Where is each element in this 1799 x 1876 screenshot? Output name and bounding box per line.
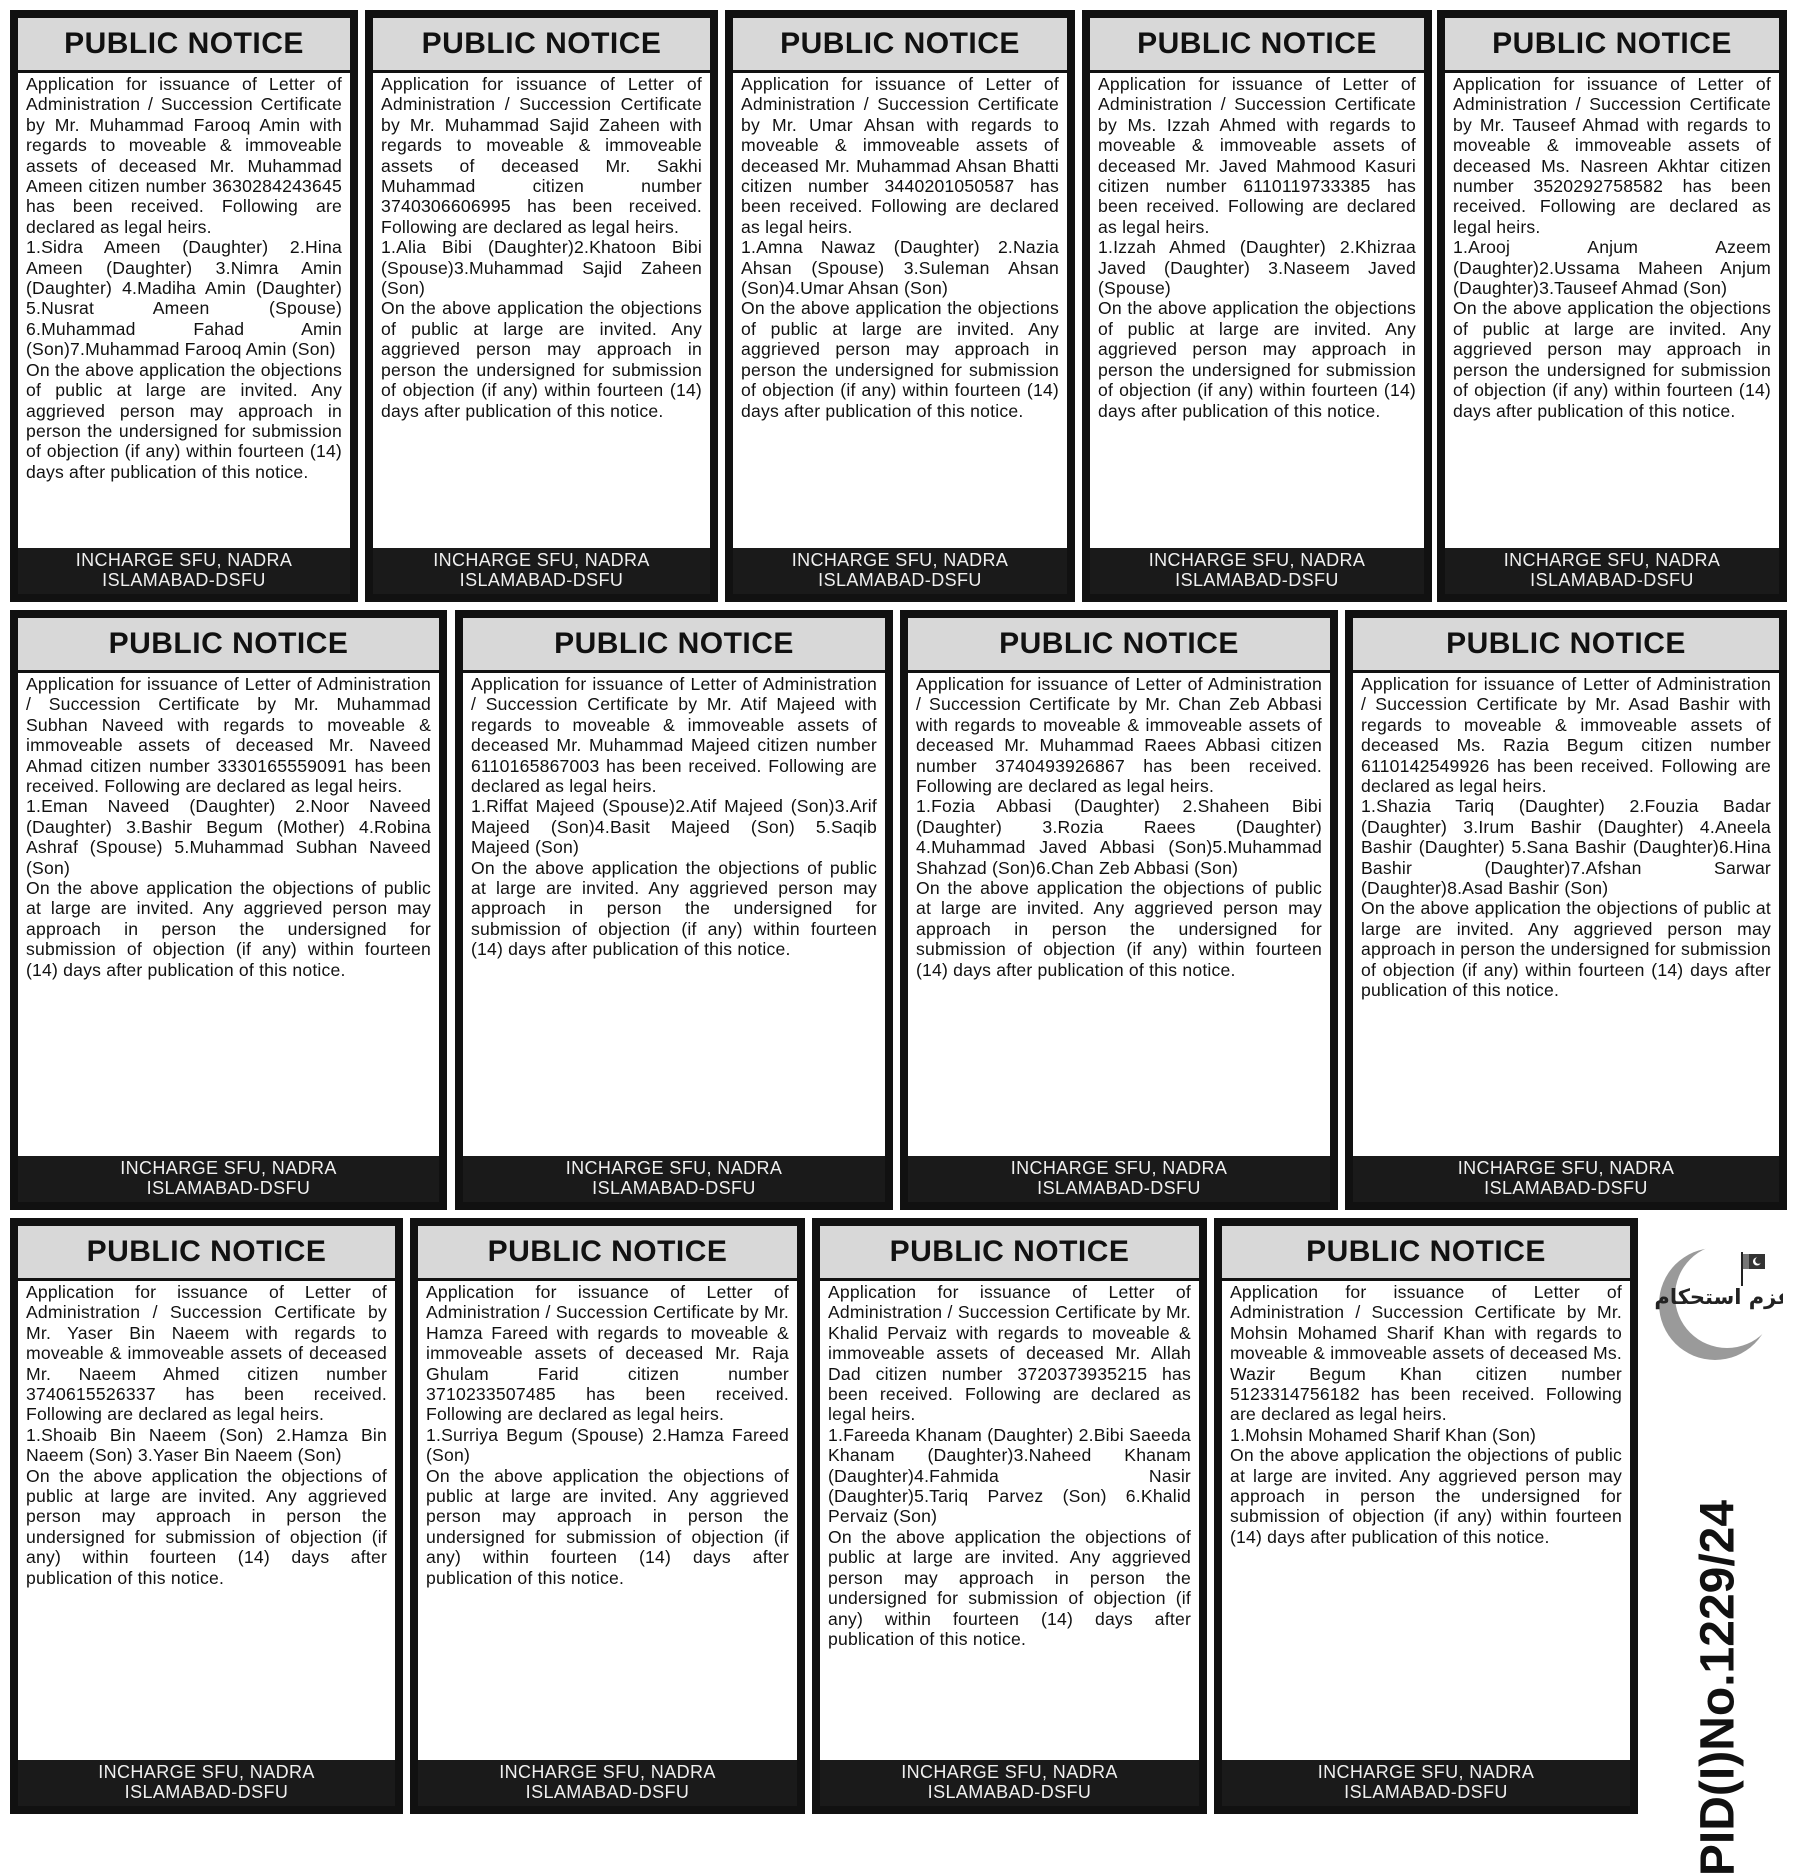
notice-heirs: 1.Surriya Begum (Spouse) 2.Hamza Fareed (Son) [426, 1424, 789, 1466]
notice-body [1230, 1282, 1622, 1758]
footer-location: ISLAMABAD-DSFU [525, 1782, 690, 1802]
footer-office: INCHARGE SFU, NADRA [1503, 550, 1721, 571]
footer-office: INCHARGE SFU, NADRA [499, 1762, 716, 1783]
notice-title: PUBLIC NOTICE [1306, 1235, 1546, 1268]
public-notice [812, 1218, 1207, 1814]
footer-location: ISLAMABAD-DSFU [124, 1782, 289, 1802]
notice-title-bar [1090, 18, 1424, 73]
notice-objection-text: On the above application the objections of public at large are invited. Any aggrieved person may approach in person the undersigned for submission of objection (if any) within fourteen (14) days after publication of this notice. [26, 878, 431, 980]
footer-location: ISLAMABAD-DSFU [1484, 1178, 1648, 1198]
notice-body [26, 74, 342, 546]
notice-title: PUBLIC NOTICE [421, 27, 662, 60]
notice-footer [1445, 548, 1779, 594]
public-notice [1437, 10, 1787, 602]
notice-body [426, 1282, 789, 1758]
side-column [1645, 1218, 1791, 1876]
notice-heirs: 1.Alia Bibi (Daughter)2.Khatoon Bibi (Spouse)3.Muhammad Sajid Zaheen (Son) [381, 237, 702, 299]
footer-location: ISLAMABAD-DSFU [1344, 1782, 1508, 1802]
public-notice [1214, 1218, 1638, 1814]
notice-title-bar [373, 18, 710, 73]
notice-application-text: Application for issuance of Letter of Administration / Succession Certificate by Mr. Muhammad Farooq Amin with regards to moveable & immoveable assets of deceased Mr. Muhammad Ameen citizen number 3630284243645 has been received. Following are declared as legal heirs. [26, 74, 342, 237]
notice-title-bar [908, 618, 1330, 673]
public-notice [900, 610, 1338, 1210]
public-notice [1082, 10, 1432, 602]
notice-objection-text: On the above application the objections of public at large are invited. Any aggrieved person may approach in person the undersigned for submission of objection (if any) within fourteen (14) days after publication of this notice. [1098, 298, 1416, 421]
notice-title-bar [463, 618, 885, 673]
notice-objection-text: On the above application the objections of public at large are invited. Any aggrieved person may approach in person the undersigned for submission of objection (if any) within fourteen (14) days after publication of this notice. [381, 298, 702, 421]
notice-objection-text: On the above application the objections of public at large are invited. Any aggrieved person may approach in person the undersigned for submission of objection (if any) within fourteen (14) days after publication of this notice. [26, 1465, 387, 1588]
notice-application-text: Application for issuance of Letter of Administration / Succession Certificate by Mr. Atif Majeed with regards to moveable & immoveable assets of deceased Mr. Muhammad Majeed citizen number 6110165867003 has been received. Following are declared as legal heirs. [471, 674, 877, 797]
notice-heirs: 1.Arooj Anjum Azeem (Daughter)2.Ussama Maheen Anjum (Daughter)3.Tauseef Ahmad (Son) [1453, 237, 1771, 299]
notice-objection-text: On the above application the objections of public at large are invited. Any aggrieved person may approach in person the undersigned for submission of objection (if any) within fourteen (14) days after publication of this notice. [1453, 298, 1771, 421]
notice-title-bar [418, 1226, 797, 1281]
notice-title-bar [18, 18, 350, 73]
notice-objection-text: On the above application the objections of public at large are invited. Any aggrieved person may approach in person the undersigned for submission of objection (if any) within fourteen (14) days after publication of this notice. [1361, 898, 1771, 1001]
notice-footer [820, 1760, 1199, 1806]
notice-title: PUBLIC NOTICE [487, 1235, 728, 1268]
notice-title-bar [1222, 1226, 1630, 1281]
notice-heirs: 1.Fareeda Khanam (Daughter) 2.Bibi Saeeda Khanam (Daughter)3.Naheed Khanam (Daughter)4.Fahmida Nasir (Daughter)5.Tariq Parvez (Son) 6.Khalid Pervaiz (Son) [828, 1424, 1191, 1527]
footer-office: INCHARGE SFU, NADRA [98, 1762, 315, 1783]
notice-heirs: 1.Fozia Abbasi (Daughter) 2.Shaheen Bibi (Daughter) 3.Rozia Raees (Daughter) 4.Muhammad Javed Abbasi (Son)5.Muhammad Shahzad (Son)6.Chan Zeb Abbasi (Son) [916, 796, 1322, 878]
notice-heirs: 1.Shazia Tariq (Daughter) 2.Fouzia Badar (Daughter) 3.Irum Bashir (Daughter) 4.Aneela Bashir (Daughter) 5.Sana Bashir (Daughter)6.Hina Bashir (Daughter)7.Afshan Sarwar (Daughter)8.Asad Bashir (Son) [1361, 796, 1771, 899]
notice-application-text: Application for issuance of Letter of Administration / Succession Certificate by Mr. Khalid Pervaiz with regards to moveable & immoveable assets of deceased Mr. Allah Dad citizen number 3720373935215 has been received. Following are declared as legal heirs. [828, 1282, 1191, 1425]
notice-title-bar [820, 1226, 1199, 1281]
footer-location: ISLAMABAD-DSFU [146, 1178, 311, 1198]
notice-application-text: Application for issuance of Letter of Administration / Succession Certificate by Mr. Chan Zeb Abbasi with regards to moveable & immoveable assets of deceased Mr. Muhammad Raees Abbasi citizen number 3740493926867 has been received. Following are declared as legal heirs. [916, 674, 1322, 797]
notice-title: PUBLIC NOTICE [1446, 627, 1686, 660]
footer-office: INCHARGE SFU, NADRA [901, 1762, 1118, 1783]
public-notice [725, 10, 1075, 602]
footer-office: INCHARGE SFU, NADRA [1457, 1158, 1675, 1179]
notice-title-bar [18, 1226, 395, 1281]
notice-title: PUBLIC NOTICE [554, 627, 794, 660]
notice-title: PUBLIC NOTICE [86, 1235, 327, 1268]
footer-office: INCHARGE SFU, NADRA [1010, 1158, 1228, 1179]
notice-body [741, 74, 1059, 546]
notice-body [26, 674, 431, 1154]
footer-location: ISLAMABAD-DSFU [1037, 1178, 1201, 1198]
notice-title: PUBLIC NOTICE [1492, 27, 1732, 60]
notice-application-text: Application for issuance of Letter of Administration / Succession Certificate by Mr. Mohsin Mohamed Sharif Khan with regards to moveable & immoveable assets of deceased Ms. Wazir Begum Khan citizen number 5123314756182 has been received. Following are declared as legal heirs. [1230, 1282, 1622, 1425]
footer-office: INCHARGE SFU, NADRA [75, 550, 293, 571]
notice-heirs: 1.Riffat Majeed (Spouse)2.Atif Majeed (Son)3.Arif Majeed (Son)4.Basit Majeed (Son) 5.Saqib Majeed (Son) [471, 796, 877, 858]
notice-footer [908, 1156, 1330, 1202]
notice-objection-text: On the above application the objections of public at large are invited. Any aggrieved person may approach in person the undersigned for submission of objection (if any) within fourteen (14) days after publication of this notice. [426, 1465, 789, 1588]
notice-body [1453, 74, 1771, 546]
footer-location: ISLAMABAD-DSFU [592, 1178, 756, 1198]
notice-body [471, 674, 877, 1154]
notice-objection-text: On the above application the objections of public at large are invited. Any aggrieved person may approach in person the undersigned for submission of objection (if any) within fourteen (14) days after publication of this notice. [828, 1526, 1191, 1649]
public-notice [410, 1218, 805, 1814]
notice-application-text: Application for issuance of Letter of Administration / Succession Certificate by Mr. Yaser Bin Naeem with regards to moveable & immoveable assets of deceased Mr. Naeem Ahmed citizen number 3740615526337 has been received. Following are declared as legal heirs. [26, 1282, 387, 1425]
public-notice [10, 10, 358, 602]
footer-office: INCHARGE SFU, NADRA [565, 1158, 783, 1179]
notice-footer [463, 1156, 885, 1202]
notice-title: PUBLIC NOTICE [999, 627, 1239, 660]
logo-text: عزم استحکام [1654, 1285, 1783, 1309]
notice-application-text: Application for issuance of Letter of Administration / Succession Certificate by Mr. Asad Bashir with regards to moveable & immoveable assets of deceased Ms. Razia Begum citizen number 6110142549926 has been received. Following are declared as legal heirs. [1361, 674, 1771, 797]
notice-objection-text: On the above application the objections of public at large are invited. Any aggrieved person may approach in person the undersigned for submission of objection (if any) within fourteen (14) days after publication of this notice. [916, 878, 1322, 980]
notice-heirs: 1.Eman Naveed (Daughter) 2.Noor Naveed (Daughter) 3.Bashir Begum (Mother) 4.Robina Ashraf (Spouse) 5.Muhammad Subhan Naveed (Son) [26, 796, 431, 878]
notice-application-text: Application for issuance of Letter of Administration / Succession Certificate by Mr. Hamza Fareed with regards to moveable & immoveable assets of deceased Mr. Raja Ghulam Farid citizen number 3710233507485 has been received. Following are declared as legal heirs. [426, 1282, 789, 1425]
notice-title-bar [1445, 18, 1779, 73]
footer-location: ISLAMABAD-DSFU [1530, 570, 1694, 590]
notice-body [1098, 74, 1416, 546]
notice-footer [18, 548, 350, 594]
notice-heirs: 1.Amna Nawaz (Daughter) 2.Nazia Ahsan (Spouse) 3.Suleman Ahsan (Son)4.Umar Ahsan (Son) [741, 237, 1059, 299]
notice-footer [373, 548, 710, 594]
public-notice [10, 610, 447, 1210]
notice-objection-text: On the above application the objections of public at large are invited. Any aggrieved person may approach in person the undersigned for submission of objection (if any) within fourteen (14) days after publication of this notice. [741, 298, 1059, 421]
notice-application-text: Application for issuance of Letter of Administration / Succession Certificate by Mr. Muhammad Sajid Zaheen with regards to moveable & immoveable assets of deceased Mr. Sakhi Muhammad citizen number 3740306606995 has been received. Following are declared as legal heirs. [381, 74, 702, 237]
notice-objection-text: On the above application the objections of public at large are invited. Any aggrieved person may approach in person the undersigned for submission of objection (if any) within fourteen (14) days after publication of this notice. [26, 359, 342, 482]
footer-office: INCHARGE SFU, NADRA [1317, 1762, 1535, 1783]
notice-heirs: 1.Izzah Ahmed (Daughter) 2.Khizraa Javed (Daughter) 3.Naseem Javed (Spouse) [1098, 237, 1416, 299]
notice-title: PUBLIC NOTICE [780, 27, 1020, 60]
notice-body [1361, 674, 1771, 1154]
notice-footer [733, 548, 1067, 594]
footer-office: INCHARGE SFU, NADRA [433, 550, 650, 571]
notice-footer [1222, 1760, 1630, 1806]
notice-objection-text: On the above application the objections of public at large are invited. Any aggrieved person may approach in person the undersigned for submission of objection (if any) within fourteen (14) days after publication of this notice. [1230, 1445, 1622, 1547]
notice-footer [18, 1760, 395, 1806]
notice-application-text: Application for issuance of Letter of Administration / Succession Certificate by Mr. Muhammad Subhan Naveed with regards to moveable & immoveable assets of deceased Mr. Naveed Ahmad citizen number 3330165559091 has been received. Following are declared as legal heirs. [26, 674, 431, 797]
pid-area [1645, 1218, 1791, 1876]
public-notice [365, 10, 718, 602]
notice-title: PUBLIC NOTICE [64, 27, 304, 60]
notice-title-bar [18, 618, 439, 673]
notice-title: PUBLIC NOTICE [1137, 27, 1377, 60]
notice-heirs: 1.Mohsin Mohamed Sharif Khan (Son) [1230, 1424, 1537, 1445]
notice-footer [1090, 548, 1424, 594]
notice-footer [1353, 1156, 1779, 1202]
notice-heirs: 1.Sidra Ameen (Daughter) 2.Hina Ameen (Daughter) 3.Nimra Amin (Daughter) 4.Madiha Amin (Daughter) 5.Nusrat Ameen (Spouse) 6.Muhammad Fahad Amin (Son)7.Muhammad Farooq Amin (Son) [26, 237, 342, 360]
public-notice [455, 610, 893, 1210]
notice-footer [18, 1156, 439, 1202]
notice-title-bar [733, 18, 1067, 73]
notice-body [828, 1282, 1191, 1758]
notice-objection-text: On the above application the objections of public at large are invited. Any aggrieved person may approach in person the undersigned for submission of objection (if any) within fourteen (14) days after publication of this notice. [471, 857, 877, 960]
footer-office: INCHARGE SFU, NADRA [1148, 550, 1366, 571]
footer-location: ISLAMABAD-DSFU [459, 570, 624, 590]
public-notice [10, 1218, 403, 1814]
notice-application-text: Application for issuance of Letter of Administration / Succession Certificate by Ms. Izzah Ahmed with regards to moveable & immoveable assets of deceased Mr. Javed Mahmood Kasuri citizen number 6110119733385 has been received. Following are declared as legal heirs. [1098, 74, 1416, 237]
footer-office: INCHARGE SFU, NADRA [791, 550, 1009, 571]
notice-body [381, 74, 702, 546]
notice-body [26, 1282, 387, 1758]
notice-title: PUBLIC NOTICE [108, 627, 349, 660]
public-notice [1345, 610, 1787, 1210]
footer-location: ISLAMABAD-DSFU [102, 570, 266, 590]
footer-location: ISLAMABAD-DSFU [818, 570, 982, 590]
pid-number: PID(I)No.1229/24 [1691, 1499, 1745, 1876]
footer-office: INCHARGE SFU, NADRA [120, 1158, 337, 1179]
notice-body [916, 674, 1322, 1154]
notice-title: PUBLIC NOTICE [889, 1235, 1130, 1268]
notice-heirs: 1.Shoaib Bin Naeem (Son) 2.Hamza Bin Naeem (Son) 3.Yaser Bin Naeem (Son) [26, 1424, 387, 1466]
notice-title-bar [1353, 618, 1779, 673]
footer-location: ISLAMABAD-DSFU [1175, 570, 1339, 590]
notice-footer [418, 1760, 797, 1806]
notice-application-text: Application for issuance of Letter of Administration / Succession Certificate by Mr. Tauseef Ahmad with regards to moveable & immoveable assets of deceased Ms. Nasreen Akhtar citizen number 3520292758582 has been received. Following are declared as legal heirs. [1453, 74, 1771, 237]
notice-application-text: Application for issuance of Letter of Administration / Succession Certificate by Mr. Umar Ahsan with regards to moveable & immoveable assets of deceased Mr. Muhammad Ahsan Bhatti citizen number 3440201050587 has been received. Following are declared as legal heirs. [741, 74, 1059, 237]
footer-location: ISLAMABAD-DSFU [927, 1782, 1092, 1802]
